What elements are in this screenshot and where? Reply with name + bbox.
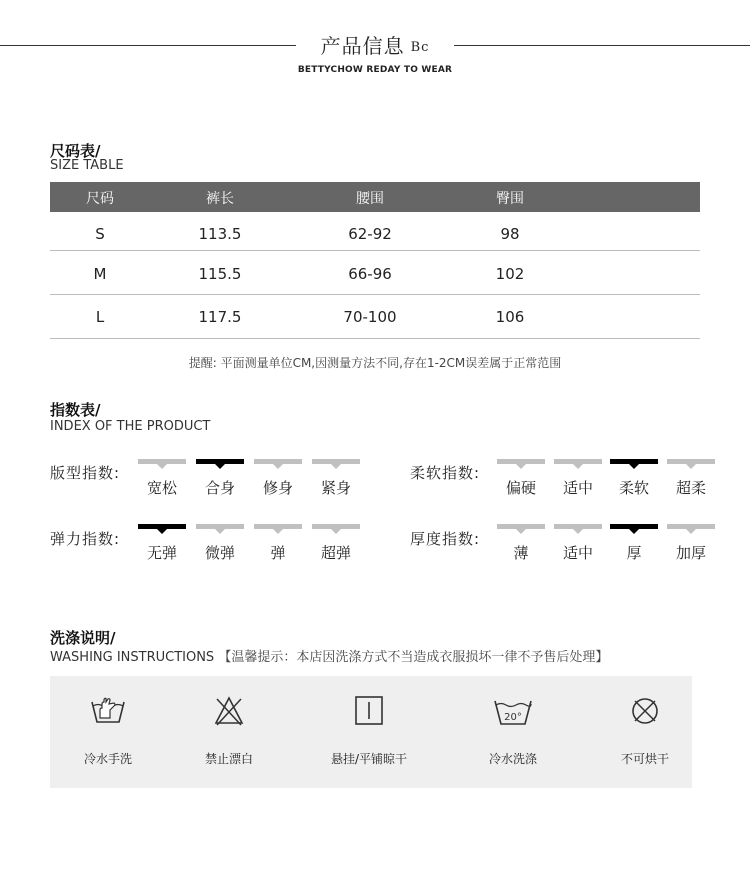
fit-index-label: 版型指数: bbox=[50, 464, 121, 482]
index-option bbox=[138, 524, 186, 563]
index-marker bbox=[312, 459, 360, 464]
row-divider bbox=[50, 250, 700, 251]
index-option bbox=[196, 524, 244, 563]
index-option-label: 偏硬 bbox=[505, 479, 536, 497]
washing-title: 洗涤说明/ bbox=[50, 629, 116, 647]
column-header: 臀围 bbox=[496, 191, 524, 207]
index-marker bbox=[254, 459, 302, 464]
index-option bbox=[667, 524, 715, 563]
index-option-label: 适中 bbox=[562, 544, 593, 562]
index-marker bbox=[667, 459, 715, 464]
table-cell: 115.5 bbox=[198, 265, 242, 283]
wash-item-label: 不可烘干 bbox=[620, 752, 669, 766]
brand-logo: Bc bbox=[410, 40, 430, 55]
hang-dry-icon bbox=[349, 694, 389, 728]
wash-item bbox=[458, 694, 568, 767]
index-option bbox=[497, 524, 545, 563]
table-cell: 113.5 bbox=[198, 225, 242, 243]
thickness-index-label: 厚度指数: bbox=[410, 530, 481, 548]
wash-item bbox=[314, 694, 424, 767]
index-option bbox=[667, 459, 715, 498]
index-option bbox=[196, 459, 244, 498]
no-bleach-icon bbox=[209, 694, 249, 728]
index-option-label: 微弹 bbox=[204, 544, 235, 562]
column-header: 尺码 bbox=[86, 191, 114, 207]
wash-item-label: 冷水洗涤 bbox=[488, 752, 537, 766]
index-option bbox=[312, 524, 360, 563]
index-marker bbox=[196, 459, 244, 464]
index-marker bbox=[667, 524, 715, 529]
index-option-label: 修身 bbox=[262, 479, 293, 497]
size-table-header bbox=[50, 182, 700, 212]
wash-20-icon bbox=[493, 694, 533, 728]
table-cell: M bbox=[93, 265, 107, 283]
index-marker bbox=[254, 524, 302, 529]
index-option bbox=[254, 524, 302, 563]
index-option-label: 柔软 bbox=[618, 479, 649, 497]
index-option bbox=[554, 459, 602, 498]
washing-instructions-panel bbox=[50, 676, 692, 788]
brand-subtitle: BETTYCHOW REDAY TO WEAR bbox=[297, 65, 453, 75]
index-option-label: 薄 bbox=[513, 544, 529, 562]
column-header: 腰围 bbox=[356, 191, 384, 207]
index-marker bbox=[196, 524, 244, 529]
no-tumble-dry-icon bbox=[625, 694, 665, 728]
index-marker bbox=[554, 524, 602, 529]
table-cell: S bbox=[95, 225, 105, 243]
index-marker bbox=[554, 459, 602, 464]
table-cell: 62-92 bbox=[348, 225, 392, 243]
index-option bbox=[497, 459, 545, 498]
index-option bbox=[610, 459, 658, 498]
index-option bbox=[254, 459, 302, 498]
index-option bbox=[554, 524, 602, 563]
table-cell: 66-96 bbox=[348, 265, 392, 283]
washing-subtitle bbox=[50, 646, 608, 665]
index-subtitle: INDEX OF THE PRODUCT bbox=[50, 419, 211, 434]
index-marker bbox=[610, 459, 658, 464]
elasticity-index-label: 弹力指数: bbox=[50, 530, 121, 548]
index-option-label: 弹 bbox=[270, 544, 286, 562]
index-option-label: 紧身 bbox=[320, 479, 351, 497]
index-option-label: 超柔 bbox=[675, 479, 706, 497]
wash-item bbox=[53, 694, 163, 767]
wash-item bbox=[174, 694, 284, 767]
table-cell: 70-100 bbox=[343, 308, 397, 326]
index-option-label: 合身 bbox=[204, 479, 235, 497]
index-marker bbox=[312, 524, 360, 529]
page-title bbox=[0, 30, 750, 59]
wash-item-label: 禁止漂白 bbox=[204, 752, 253, 766]
row-divider bbox=[50, 338, 700, 339]
measurement-note: 提醒: 平面测量单位CM,因测量方法不同,存在1-2CM误差属于正常范围 bbox=[188, 356, 562, 370]
size-table-subtitle: SIZE TABLE bbox=[50, 158, 124, 173]
washing-hint: 【温馨提示：本店因洗涤方式不当造成衣服损坏一律不予售后处理】 bbox=[218, 650, 609, 665]
table-cell: 98 bbox=[500, 225, 520, 243]
index-marker bbox=[497, 459, 545, 464]
softness-index-label: 柔软指数: bbox=[410, 464, 481, 482]
index-option-label: 加厚 bbox=[675, 544, 706, 562]
index-marker bbox=[138, 459, 186, 464]
index-option bbox=[610, 524, 658, 563]
wash-item bbox=[590, 694, 700, 767]
washing-subtitle-text: WASHING INSTRUCTIONS bbox=[50, 650, 215, 665]
wash-item-label: 冷水手洗 bbox=[83, 752, 132, 766]
index-title: 指数表/ bbox=[50, 401, 101, 419]
index-option bbox=[312, 459, 360, 498]
table-cell: 117.5 bbox=[198, 308, 242, 326]
index-marker bbox=[610, 524, 658, 529]
index-marker bbox=[138, 524, 186, 529]
table-cell: 102 bbox=[495, 265, 525, 283]
column-header: 裤长 bbox=[206, 191, 234, 207]
row-divider bbox=[50, 294, 700, 295]
page-title-text: 产品信息 bbox=[320, 34, 405, 58]
wash-temperature: 20° bbox=[504, 712, 522, 723]
index-option-label: 超弹 bbox=[320, 544, 351, 562]
index-option-label: 适中 bbox=[562, 479, 593, 497]
wash-item-label: 悬挂/平铺晾干 bbox=[330, 752, 408, 766]
hand-wash-icon bbox=[88, 694, 128, 728]
index-option-label: 无弹 bbox=[146, 544, 177, 562]
index-marker bbox=[497, 524, 545, 529]
index-option-label: 厚 bbox=[626, 544, 642, 562]
table-cell: L bbox=[95, 308, 105, 326]
index-option bbox=[138, 459, 186, 498]
table-cell: 106 bbox=[495, 308, 525, 326]
size-table-title: 尺码表/ bbox=[50, 142, 101, 160]
index-option-label: 宽松 bbox=[146, 479, 177, 497]
